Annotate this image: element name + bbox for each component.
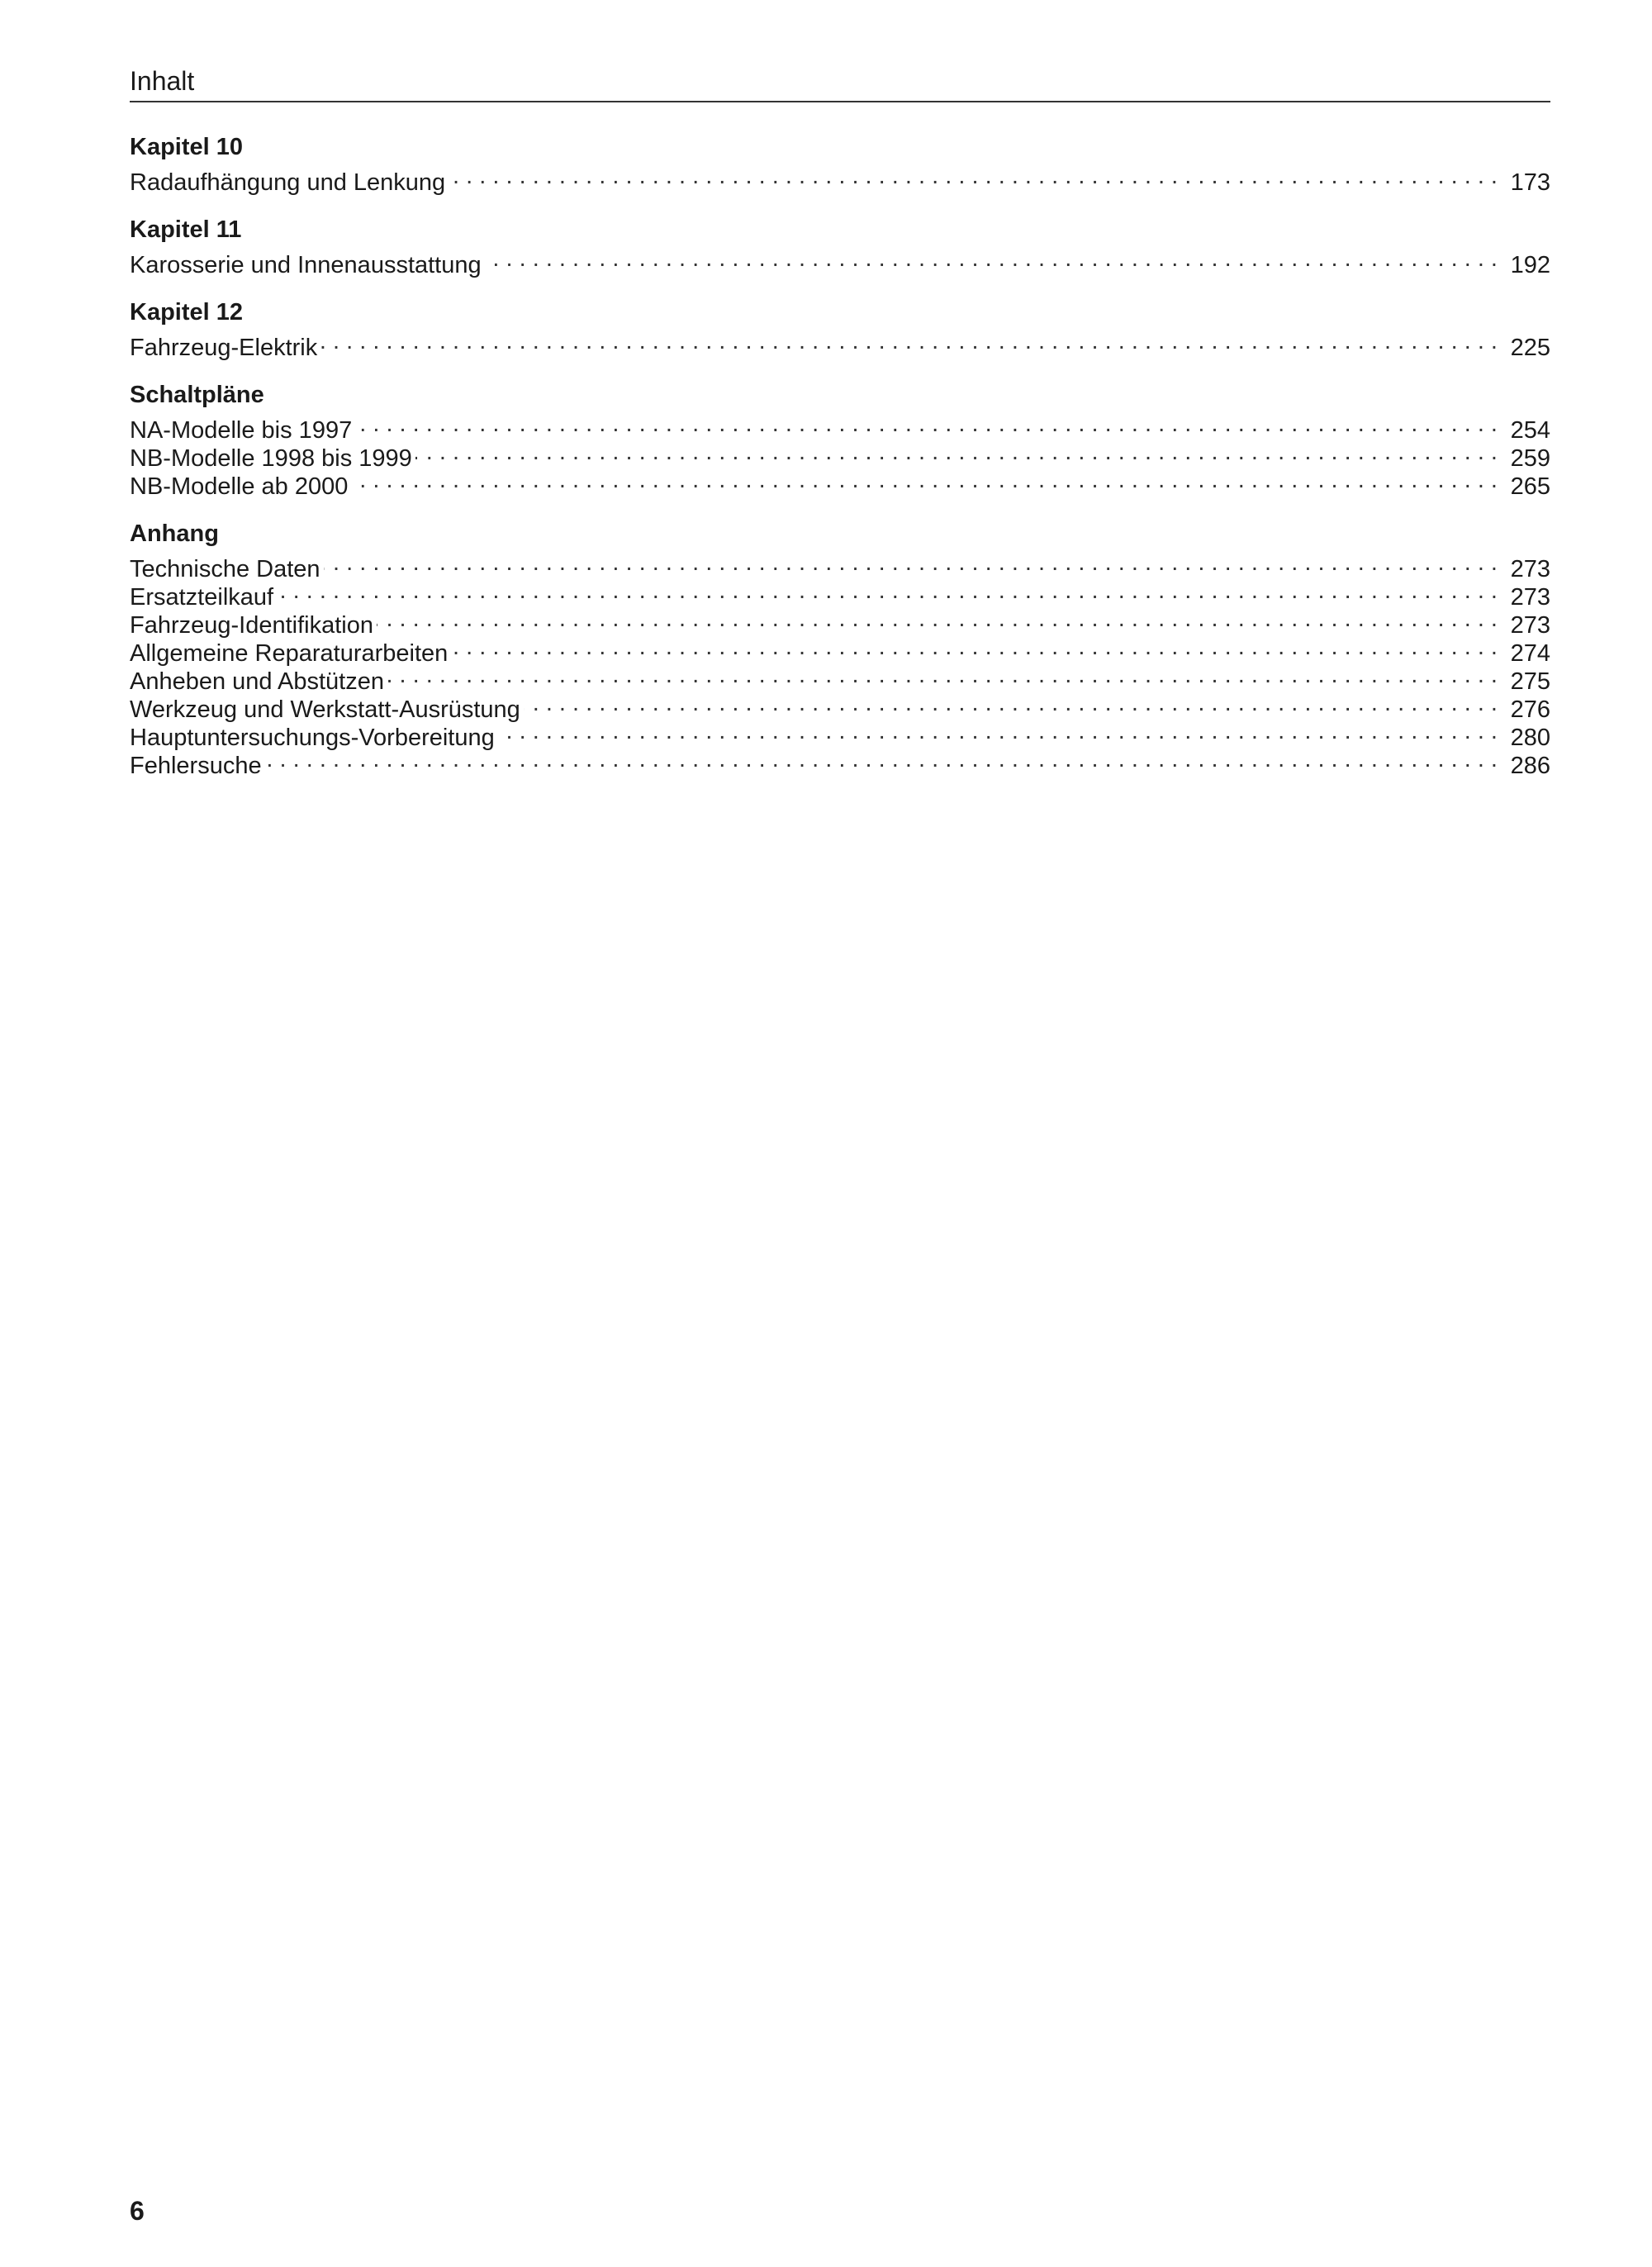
- toc-entry-page: 275: [1510, 668, 1550, 695]
- dot-leader: [351, 466, 1498, 494]
- section-heading: Kapitel 12: [130, 299, 243, 326]
- toc-entry-page: 273: [1510, 612, 1550, 639]
- toc-entry-page: 225: [1510, 335, 1550, 361]
- dot-leader: [498, 717, 1498, 745]
- dot-leader: [524, 689, 1498, 717]
- toc-entry-label: NA-Modelle bis 1997: [130, 417, 353, 444]
- toc-section-anhang: [130, 519, 1550, 779]
- section-heading: Anhang: [130, 520, 219, 547]
- toc-entry-page: 173: [1510, 169, 1550, 196]
- section-heading: Kapitel 11: [130, 216, 242, 243]
- toc-entry-label: Anheben und Abstützen: [130, 668, 384, 695]
- section-heading: Schaltpläne: [130, 382, 264, 408]
- toc-entry-label: NB-Modelle 1998 bis 1999: [130, 445, 412, 472]
- dot-leader: [265, 745, 1498, 773]
- dot-leader: [449, 162, 1498, 190]
- toc-entry-label: Fehlersuche: [130, 753, 262, 779]
- toc-entry-label: Allgemeine Reparaturarbeiten: [130, 640, 449, 667]
- page-number: 6: [130, 2196, 145, 2226]
- toc-entry[interactable]: [130, 327, 1550, 361]
- dot-leader: [377, 605, 1498, 633]
- dot-leader: [324, 549, 1498, 577]
- dot-leader: [320, 327, 1498, 355]
- dot-leader: [485, 245, 1498, 273]
- toc-entry-page: 273: [1510, 584, 1550, 611]
- toc-entry-label: Technische Daten: [130, 556, 320, 582]
- toc-entry-page: 254: [1510, 417, 1550, 444]
- toc-entry-page: 280: [1510, 725, 1550, 751]
- toc-section-kapitel-10: [130, 132, 1550, 196]
- toc-entry-label: NB-Modelle ab 2000: [130, 473, 349, 500]
- toc-entry[interactable]: [130, 549, 1550, 582]
- toc-entry-page: 286: [1510, 753, 1550, 779]
- toc-entry-label: Fahrzeug-Elektrik: [130, 335, 318, 361]
- toc-entry[interactable]: [130, 605, 1550, 639]
- toc-entry[interactable]: [130, 410, 1550, 444]
- dot-leader: [277, 577, 1498, 605]
- dot-leader: [387, 661, 1498, 689]
- toc-entry[interactable]: [130, 745, 1550, 779]
- toc-entry[interactable]: [130, 245, 1550, 278]
- table-of-contents: [130, 132, 1550, 798]
- section-heading: Kapitel 10: [130, 134, 243, 160]
- toc-entry-page: 274: [1510, 640, 1550, 667]
- dot-leader: [415, 438, 1498, 466]
- toc-entry-label: Hauptuntersuchungs-Vorbereitung: [130, 725, 495, 751]
- toc-section-kapitel-12: [130, 297, 1550, 361]
- toc-entry-label: Fahrzeug-Identifikation: [130, 612, 373, 639]
- toc-entry-label: Werkzeug und Werkstatt-Ausrüstung: [130, 696, 520, 723]
- toc-entry[interactable]: [130, 577, 1550, 611]
- toc-entry-label: Ersatzteilkauf: [130, 584, 274, 611]
- toc-entry-label: Radaufhängung und Lenkung: [130, 169, 446, 196]
- dot-leader: [451, 633, 1498, 661]
- toc-entry-label: Karosserie und Innenausstattung: [130, 252, 482, 278]
- dot-leader: [355, 410, 1498, 438]
- page-header: [130, 64, 1550, 102]
- toc-entry-page: 259: [1510, 445, 1550, 472]
- toc-section-schaltplaene: [130, 380, 1550, 500]
- toc-entry-page: 273: [1510, 556, 1550, 582]
- toc-entry-page: 276: [1510, 696, 1550, 723]
- toc-entry-page: 192: [1510, 252, 1550, 278]
- toc-entry[interactable]: [130, 162, 1550, 196]
- page-title: Inhalt: [130, 66, 195, 96]
- toc-entry-page: 265: [1510, 473, 1550, 500]
- toc-section-kapitel-11: [130, 215, 1550, 278]
